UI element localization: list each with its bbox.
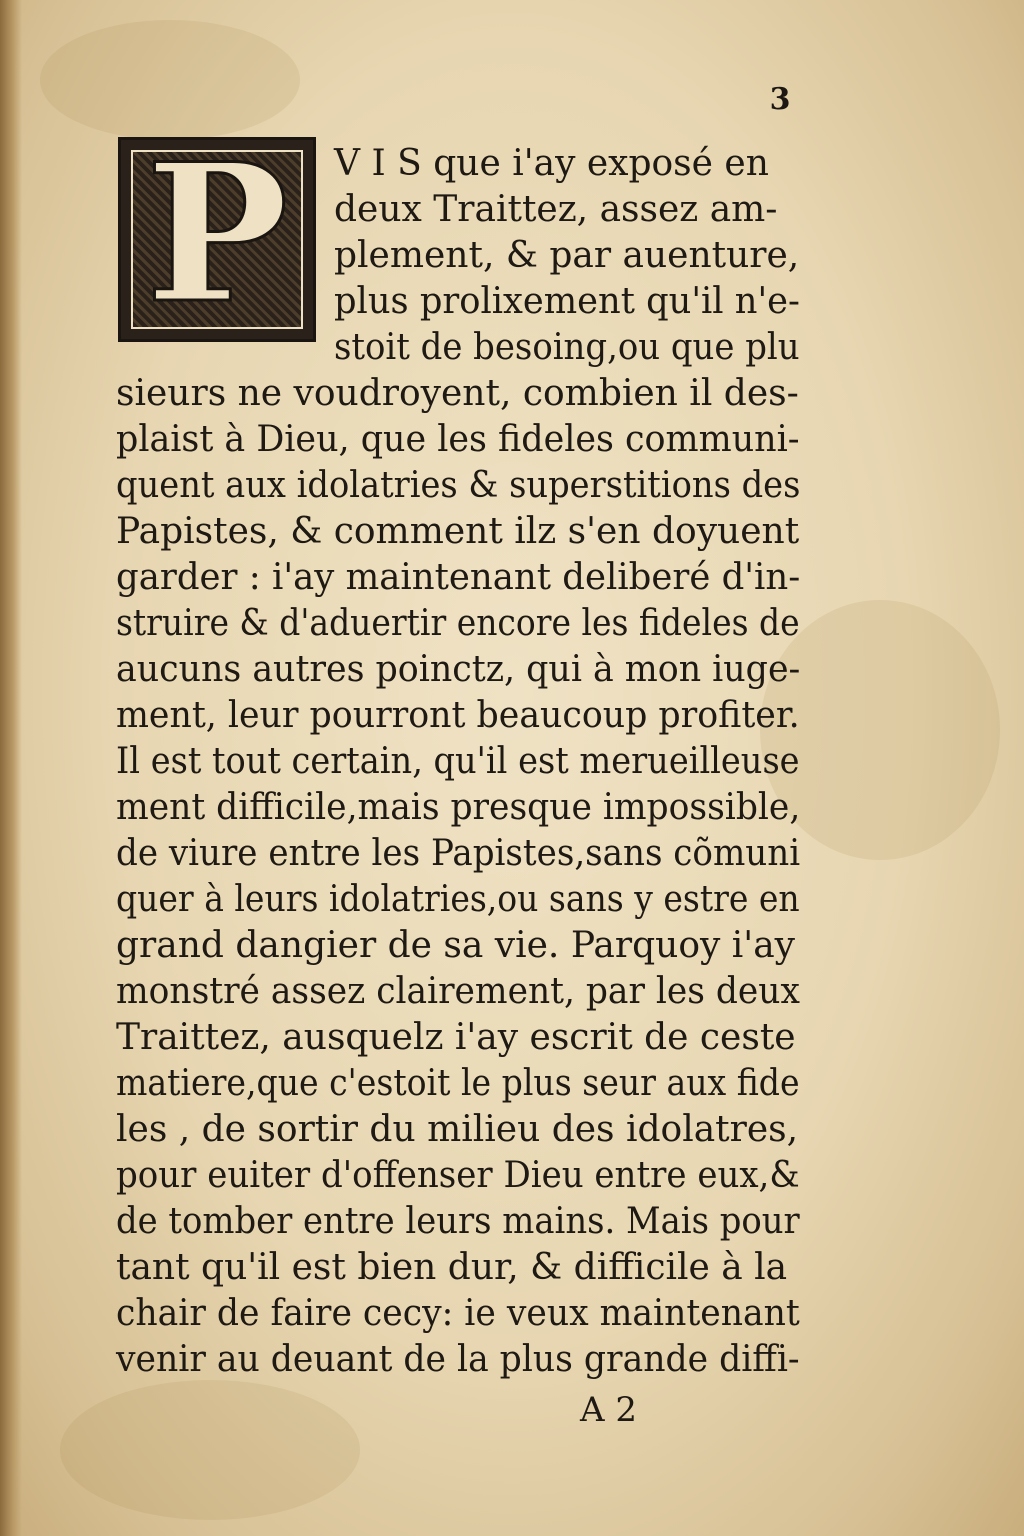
- text-line: Il est tout certain, qu'il est merueilleuse: [116, 741, 800, 782]
- paper-stain: [60, 1380, 360, 1520]
- text-line: Traittez, ausquelz i'ay escrit de ceste: [116, 1017, 796, 1058]
- text-line: sieurs ne voudroyent, combien il des-: [116, 373, 799, 414]
- text-line: plus prolixement qu'il n'e-: [334, 281, 800, 322]
- text-line: V I S que i'ay exposé en: [334, 143, 769, 184]
- text-line: plement, & par auenture,: [334, 235, 800, 276]
- text-line: grand dangier de sa vie. Parquoy i'ay: [116, 925, 795, 966]
- text-line: plaist à Dieu, que les fideles communi-: [116, 419, 800, 460]
- text-line: aucuns autres poinctz, qui à mon iuge-: [116, 649, 801, 690]
- text-line: monstré assez clairement, par les deux: [116, 971, 800, 1012]
- text-line: venir au deuant de la plus grande diffi-: [116, 1339, 800, 1380]
- text-line: garder : i'ay maintenant deliberé d'in-: [116, 557, 801, 598]
- text-line: ment, leur pourront beaucoup profiter.: [116, 695, 800, 736]
- binding-gutter: [0, 0, 22, 1536]
- text-line: deux Traittez, assez am-: [334, 189, 778, 230]
- text-line: ment difficile,mais presque impossible,: [116, 787, 801, 828]
- text-line: stoit de besoing,ou que plu: [334, 327, 800, 368]
- ornamental-initial: [118, 122, 316, 345]
- text-line: tant qu'il est bien dur, & difficile à la: [116, 1247, 788, 1288]
- text-line: pour euiter d'offenser Dieu entre eux,&: [116, 1155, 800, 1196]
- initial-letter: P: [145, 122, 289, 345]
- text-line: quer à leurs idolatries,ou sans y estre en: [116, 879, 800, 920]
- text-line: de tomber entre leurs mains. Mais pour: [116, 1201, 800, 1242]
- page-number: 3: [769, 82, 791, 117]
- signature-mark: A 2: [580, 1390, 637, 1430]
- text-line: de viure entre les Papistes,sans cõmuni: [116, 833, 801, 874]
- text-line: struire & d'aduertir encore les fideles de: [116, 603, 800, 644]
- text-line: matiere,que c'estoit le plus seur aux fide: [116, 1063, 800, 1104]
- text-line: les , de sortir du milieu des idolatres,: [116, 1109, 799, 1150]
- text-line: quent aux idolatries & superstitions des: [116, 465, 801, 506]
- text-line: chair de faire cecy: ie veux maintenant: [116, 1293, 800, 1334]
- text-line: Papistes, & comment ilz s'en doyuent: [116, 511, 800, 552]
